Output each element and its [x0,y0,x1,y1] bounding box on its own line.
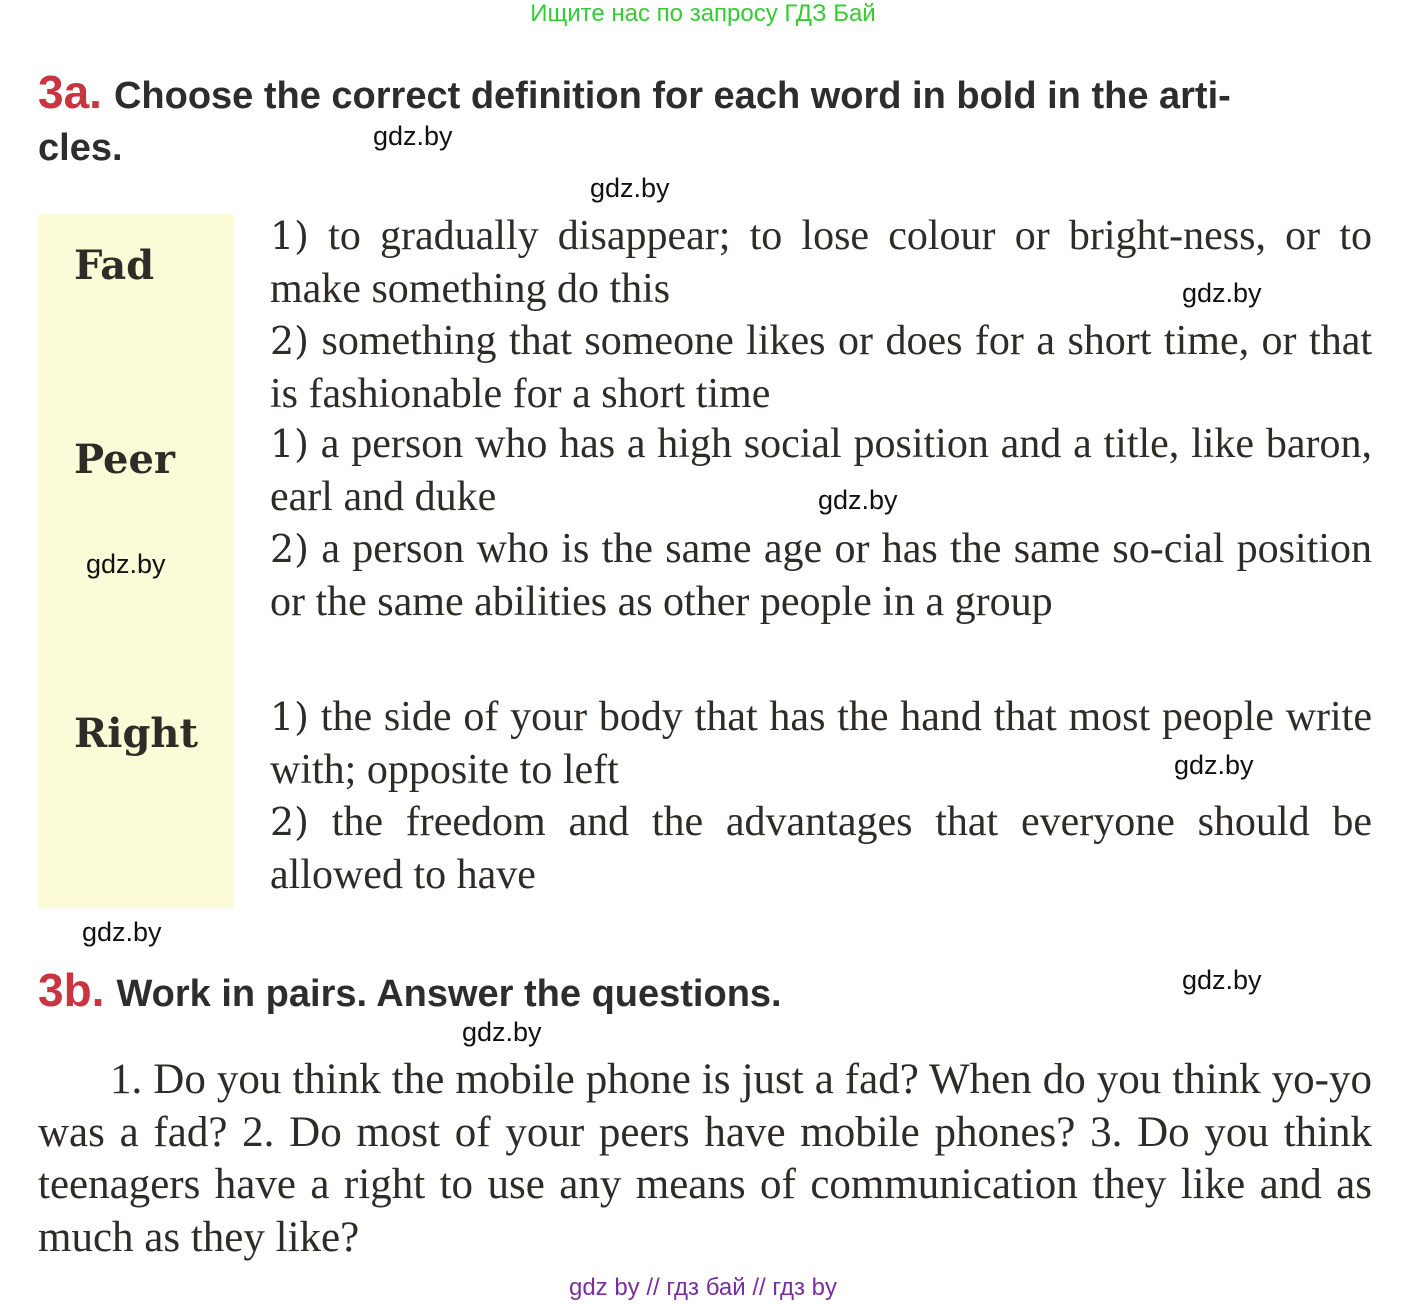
watermark: gdz.by [1174,750,1254,780]
top-banner: Ищите нас по запросу ГДЗ Бай [530,0,876,27]
definition-text: a person who has a high social position and a title, like baron, earl and duke [270,421,1372,520]
footer-links: gdz by // гдз бай // гдз by [568,1274,838,1301]
definition-number: 1) [270,214,310,258]
definition-item [270,315,1372,420]
definition-text: the freedom and the advantages that everyone should be allowed to have [270,799,1372,898]
definition-item [270,523,1372,628]
definition-number: 2) [270,800,310,845]
definition-text: a person who is the same age or has the same so-cial position or the same abilities as other people in a group [270,526,1372,625]
definition-number: 1) [270,422,310,466]
task-3a-instruction-cont: cles. [38,127,123,169]
definition-text: the side of your body that has the hand that most people write with; opposite to left [270,694,1372,793]
word-peer: Peer [74,436,175,483]
definition-number: 2) [270,319,310,364]
definition-number: 1) [270,695,310,739]
definition-item [270,796,1372,901]
definitions-peer [270,418,1372,628]
task-3b-questions: 1. Do you think the mobile phone is just a fad? When do you think yo-yo was a fad? 2. Do most of your peers have mobile phones? 3. Do you think teenagers have a right to use any means of communication they like and as much as they like? [38,1056,1372,1261]
task-3b-heading [38,964,1378,1020]
definitions-right [270,691,1372,901]
definition-text: to gradually disappear; to lose colour or bright-ness, or to make something do this [270,213,1372,312]
watermark: gdz.by [86,549,166,579]
watermark: gdz.by [462,1017,542,1047]
word-fad: Fad [74,242,155,289]
task-3a-number: 3a. [38,66,102,118]
task-3a-line1 [38,66,1378,122]
word-right: Right [74,710,198,757]
watermark: gdz.by [373,121,453,151]
definition-number: 2) [270,527,310,572]
watermark: gdz.by [818,485,898,515]
watermark: gdz.by [1182,278,1262,308]
definition-text: something that someone likes or does for a short time, or that is fashionable for a short time [270,318,1372,417]
watermark: gdz.by [82,917,162,947]
task-3b-number: 3b. [38,964,105,1016]
watermark: gdz.by [1182,965,1262,995]
definitions-fad [270,210,1372,420]
task-3b-instruction: Work in pairs. Answer the questions. [116,973,782,1015]
watermark: gdz.by [590,173,670,203]
task-3a-heading [38,66,1378,174]
task-3a-instruction: Choose the correct definition for each word in bold in the arti- [113,75,1231,117]
